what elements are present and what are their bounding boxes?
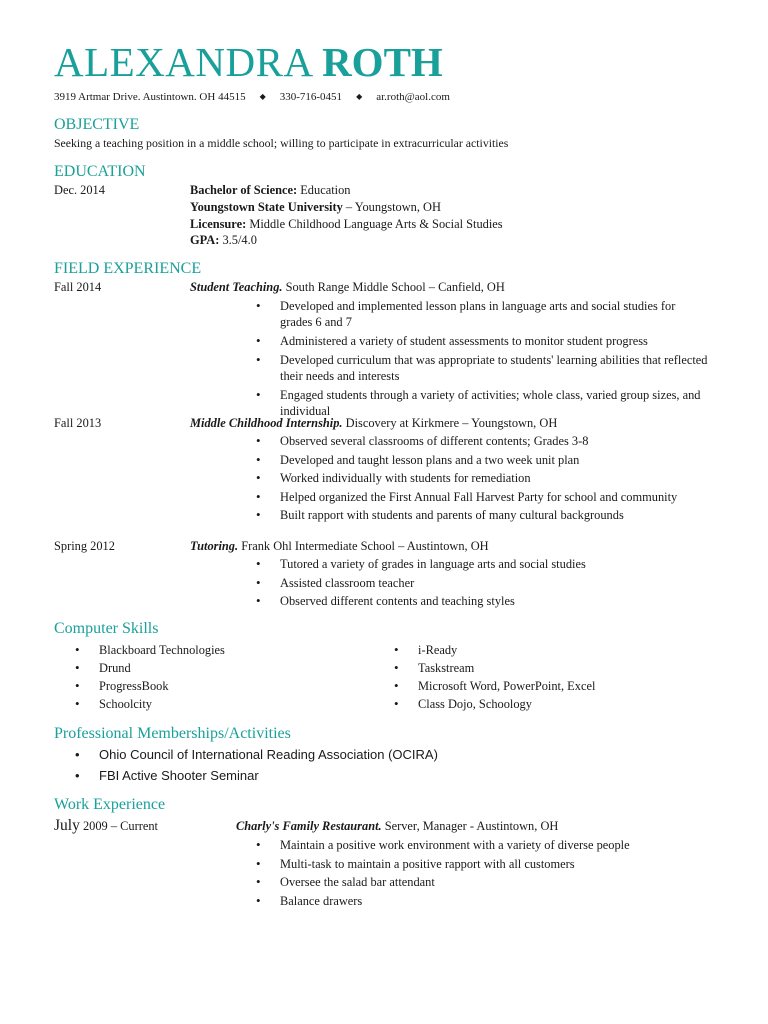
first-name: ALEXANDRA <box>54 39 312 85</box>
work-date-range: 2009 – Current <box>79 819 158 833</box>
bullet-item: • Oversee the salad bar attendant <box>280 874 710 890</box>
separator-dot: ◆ <box>259 92 266 101</box>
licensure-line <box>190 216 503 233</box>
field-entry-title <box>190 279 505 296</box>
objective-text: Seeking a teaching position in a middle school; willing to participate in extracurricular activities <box>54 136 509 150</box>
membership-item: • FBI Active Shooter Seminar <box>99 767 659 784</box>
bullet-item: • Balance drawers <box>280 893 710 909</box>
field-entry-title <box>190 538 489 555</box>
entry-place: Frank Ohl Intermediate School – Austintown, OH <box>238 539 489 553</box>
membership-item: • Ohio Council of International Reading Association (OCIRA) <box>99 746 659 763</box>
entry-place: South Range Middle School – Canfield, OH <box>282 280 505 294</box>
bullet-item: • Assisted classroom teacher <box>280 575 710 591</box>
email: ar.roth@aol.com <box>376 91 450 103</box>
field-entry-bullets <box>280 556 710 612</box>
work-role-place: Server, Manager - Austintown, OH <box>381 819 559 833</box>
work-date-month: July <box>54 817 80 834</box>
entry-role: Tutoring. <box>190 539 239 553</box>
bullet-item: • Helped organized the First Annual Fall Harvest Party for school and community <box>280 489 710 505</box>
address: 3919 Artmar Drive. Austintown. OH 44515 <box>54 91 246 103</box>
degree-label: Bachelor of Science: <box>190 183 298 197</box>
school-name: Youngstown State University <box>190 200 343 214</box>
field-entry-date: Fall 2013 <box>54 416 102 430</box>
bullet-item: • Tutored a variety of grades in language arts and social studies <box>280 556 710 572</box>
school-location: – Youngstown, OH <box>342 200 441 214</box>
memberships-list <box>99 746 659 788</box>
skill-item: • Taskstream <box>418 660 718 676</box>
entry-role: Student Teaching. <box>190 280 283 294</box>
memberships-heading: Professional Memberships/Activities <box>54 725 291 742</box>
bullet-item: • Built rapport with students and parents of many cultural backgrounds <box>280 507 710 523</box>
bullet-item: • Engaged students through a variety of activities; whole class, varied group sizes, and individual <box>280 387 710 420</box>
skills-left-list <box>99 642 379 714</box>
education-date: Dec. 2014 <box>54 183 105 197</box>
field-entry-bullets <box>280 433 710 526</box>
school-line <box>190 199 441 216</box>
contact-line <box>54 91 450 103</box>
separator-dot: ◆ <box>356 92 363 101</box>
work-experience-heading: Work Experience <box>54 796 166 813</box>
gpa-line <box>190 232 257 249</box>
candidate-name <box>54 39 443 85</box>
gpa-value: 3.5/4.0 <box>219 233 257 247</box>
last-name: ROTH <box>322 39 443 85</box>
bullet-item: • Multi-task to maintain a positive rapport with all customers <box>280 856 710 872</box>
work-employer: Charly's Family Restaurant. <box>236 819 382 833</box>
licensure-value: Middle Childhood Language Arts & Social Studies <box>246 217 503 231</box>
skill-item: • Blackboard Technologies <box>99 642 379 658</box>
skill-item: • i-Ready <box>418 642 718 658</box>
bullet-item: • Developed and taught lesson plans and a two week unit plan <box>280 452 710 468</box>
phone: 330-716-0451 <box>279 91 343 103</box>
education-heading: EDUCATION <box>54 163 146 180</box>
bullet-item: • Administered a variety of student assessments to monitor student progress <box>280 333 710 349</box>
degree-value: Education <box>297 183 351 197</box>
field-experience-heading: FIELD EXPERIENCE <box>54 260 202 277</box>
bullet-item: • Developed curriculum that was appropriate to students' learning abilities that reflected their needs and interests <box>280 352 710 385</box>
work-date <box>54 817 158 835</box>
skill-item: • ProgressBook <box>99 678 379 694</box>
entry-role: Middle Childhood Internship. <box>190 416 343 430</box>
work-entry-title <box>236 818 558 835</box>
entry-place: Discovery at Kirkmere – Youngstown, OH <box>342 416 558 430</box>
field-entry-date: Fall 2014 <box>54 280 102 294</box>
work-bullets <box>280 837 710 911</box>
bullet-item: • Observed different contents and teaching styles <box>280 593 710 609</box>
bullet-item: • Developed and implemented lesson plans in language arts and social studies for grades 6 and 7 <box>280 298 710 331</box>
licensure-label: Licensure: <box>190 217 247 231</box>
bullet-item: • Worked individually with students for remediation <box>280 470 710 486</box>
bullet-item: • Maintain a positive work environment with a variety of diverse people <box>280 837 710 853</box>
field-entry-title <box>190 415 557 432</box>
bullet-item: • Observed several classrooms of different contents; Grades 3-8 <box>280 433 710 449</box>
skills-right-list <box>418 642 718 714</box>
computer-skills-heading: Computer Skills <box>54 620 159 637</box>
skill-item: • Drund <box>99 660 379 676</box>
field-entry-date: Spring 2012 <box>54 539 115 553</box>
field-entry-bullets <box>280 298 710 422</box>
skill-item: • Schoolcity <box>99 696 379 712</box>
skill-item: • Class Dojo, Schoology <box>418 696 718 712</box>
skill-item: • Microsoft Word, PowerPoint, Excel <box>418 678 718 694</box>
degree-line <box>190 182 350 199</box>
objective-heading: OBJECTIVE <box>54 116 140 133</box>
gpa-label: GPA: <box>190 233 220 247</box>
